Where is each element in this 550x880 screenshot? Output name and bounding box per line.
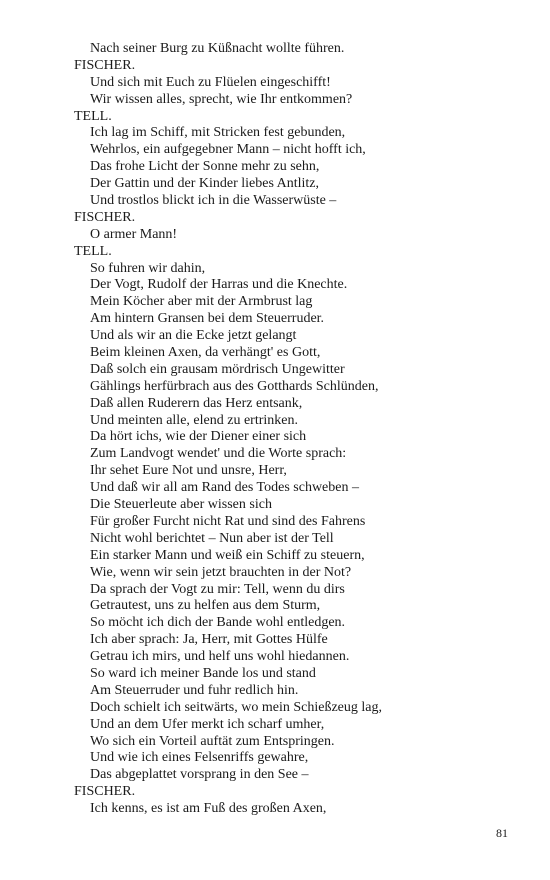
- verse-line: Ich lag im Schiff, mit Stricken fest gebunden,: [90, 125, 346, 141]
- speaker-name: FISCHER.: [74, 57, 136, 73]
- verse-line: Daß allen Ruderern das Herz entsank,: [90, 395, 303, 411]
- verse-line: Getrautest, uns zu helfen aus dem Sturm,: [90, 598, 321, 614]
- verse-line: Der Gattin und der Kinder liebes Antlitz,: [90, 176, 319, 192]
- verse-line: Daß solch ein grausam mördrisch Ungewitter: [90, 361, 345, 377]
- verse-line: Und sich mit Euch zu Flüelen eingeschifft!: [90, 74, 331, 90]
- verse-line: Und wie ich eines Felsenriffs gewahre,: [90, 750, 309, 766]
- verse-line: Da hört ichs, wie der Diener einer sich: [90, 429, 307, 445]
- verse-line: Am hintern Gransen bei dem Steuerruder.: [90, 311, 325, 327]
- verse-line: Das abgeplattet vorsprang in den See –: [90, 767, 309, 783]
- verse-line: Doch schielt ich seitwärts, wo mein Schießzeug lag,: [90, 699, 382, 715]
- verse-line: Wehrlos, ein aufgegebner Mann – nicht hofft ich,: [90, 142, 366, 158]
- verse-line: Wie, wenn wir sein jetzt brauchten in der Not?: [90, 564, 352, 580]
- verse-line: Und als wir an die Ecke jetzt gelangt: [90, 328, 297, 344]
- verse-line: Nach seiner Burg zu Küßnacht wollte führen.: [90, 41, 345, 56]
- verse-line: Das frohe Licht der Sonne mehr zu sehn,: [90, 159, 320, 175]
- verse-line: Und trostlos blickt ich in die Wasserwüste –: [90, 193, 337, 209]
- page-number: 81: [496, 826, 508, 840]
- verse-line: Ich aber sprach: Ja, Herr, mit Gottes Hülfe: [90, 632, 328, 648]
- verse-line: Der Vogt, Rudolf der Harras und die Knechte.: [90, 277, 348, 293]
- verse-line: Zum Landvogt wendet' und die Worte sprach:: [90, 446, 347, 462]
- verse-line: Und daß wir all am Rand des Todes schweben –: [90, 480, 359, 496]
- verse-line: Ein starker Mann und weiß ein Schiff zu steuern,: [90, 547, 365, 563]
- text-block: [74, 41, 514, 818]
- verse-line: Wo sich ein Vorteil auftät zum Entspringen.: [90, 733, 335, 749]
- verse-line: Und meinten alle, elend zu ertrinken.: [90, 412, 298, 428]
- speaker-name: FISCHER.: [74, 209, 136, 225]
- verse-line: Wir wissen alles, sprecht, wie Ihr entkommen?: [90, 91, 353, 107]
- verse-line: O armer Mann!: [90, 226, 178, 242]
- verse-line: So ward ich meiner Bande los und stand: [90, 665, 316, 681]
- verse-line: Ihr sehet Eure Not und unsre, Herr,: [90, 463, 287, 479]
- verse-line: Gählings herfürbrach aus des Gotthards Schlünden,: [90, 378, 379, 394]
- verse-line: Für großer Furcht nicht Rat und sind des Fahrens: [90, 513, 366, 529]
- speaker-name: TELL.: [74, 108, 112, 124]
- verse-line: Da sprach der Vogt zu mir: Tell, wenn du dirs: [90, 581, 345, 597]
- verse-line: Und an dem Ufer merkt ich scharf umher,: [90, 716, 325, 732]
- speaker-name: TELL.: [74, 243, 112, 259]
- verse-line: Getrau ich mirs, und helf uns wohl hiedannen.: [90, 649, 350, 665]
- verse-line: Die Steuerleute aber wissen sich: [90, 497, 272, 513]
- verse-line: Ich kenns, es ist am Fuß des großen Axen,: [90, 801, 327, 817]
- verse-line: Am Steuerruder und fuhr redlich hin.: [90, 682, 299, 698]
- verse-line: So fuhren wir dahin,: [90, 260, 206, 276]
- verse-line: Beim kleinen Axen, da verhängt' es Gott,: [90, 345, 321, 361]
- verse-line: Mein Köcher aber mit der Armbrust lag: [90, 294, 313, 310]
- verse-line: Nicht wohl berichtet – Nun aber ist der Tell: [90, 530, 334, 546]
- verse-line: So möcht ich dich der Bande wohl entledgen.: [90, 615, 346, 631]
- speaker-name: FISCHER.: [74, 784, 136, 800]
